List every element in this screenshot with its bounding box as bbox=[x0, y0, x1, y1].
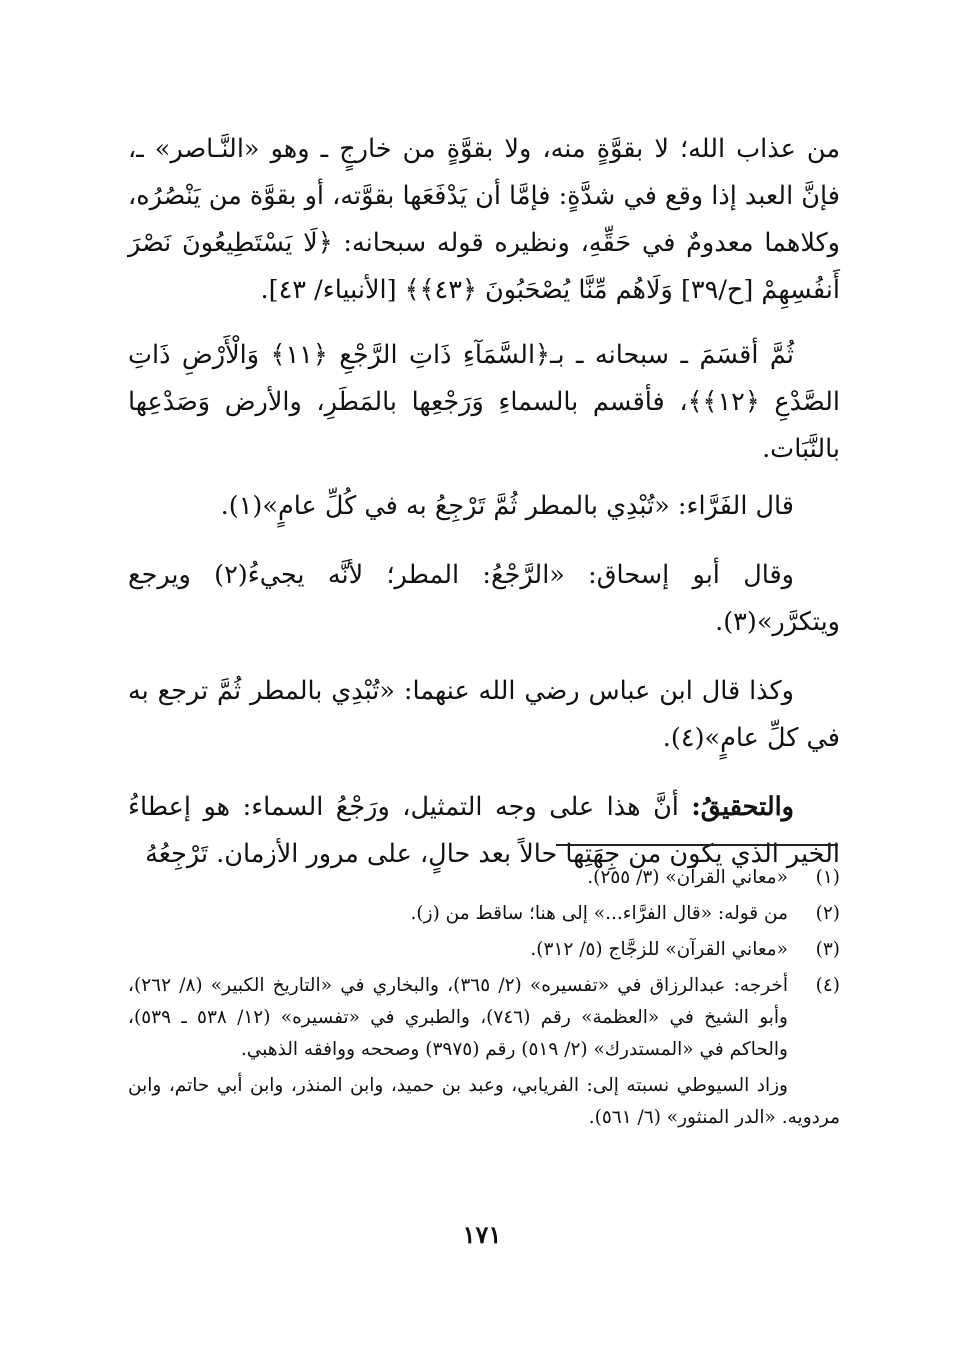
footnotes bbox=[128, 862, 840, 1134]
footnote-number: (٣) bbox=[815, 939, 840, 960]
footnote-item bbox=[128, 862, 840, 894]
paragraph-2: ثُمَّ أقسَمَ ـ سبحانه ـ بـ﴿السَّمَآءِ ذَاتِ الرَّجْعِ ﴿١١﴾ وَالْأَرْضِ ذَاتِ الصَّدْعِ ﴿١٢﴾﴾، فأقسم بالسماءِ وَرَجْعِها بالمَطَرِ، والأرض وَصَدْعِها بالنَّبَات. bbox=[128, 340, 840, 464]
footnote-text: أخرجه: عبدالرزاق في «تفسيره» (٢/ ٣٦٥)، والبخاري في «التاريخ الكبير» (٨/ ٢٦٢)، وأبو الشيخ في «العظمة» رقم (٧٤٦)، والطبري في «تفسيره» (١٢/ ٥٣٨ ـ ٥٣٩)، والحاكم في «المستدرك» (٢/ ٥١٩) رقم (٣٩٧٥) وصححه ووافقه الذهبي. bbox=[128, 975, 789, 1060]
paragraph-5: وكذا قال ابن عباس رضي الله عنهما: «تُبْدِي بالمطر ثُمَّ ترجع به في كلِّ عامٍ»(٤). bbox=[128, 676, 840, 753]
page-number: ١٧١ bbox=[462, 1220, 502, 1249]
paragraph-1: من عذاب الله؛ لا بقوَّةٍ منه، ولا بقوَّةٍ من خارجٍ ـ وهو «النَّـاصر» ـ، فإنَّ العبد إذا وقع في شدَّةٍ: فإمَّا أن يَدْفَعَها بقوَّته، أو بقوَّة من يَنْصُرُه، وكلاهما معدومٌ في حَقِّهِ، ونظيره قوله سبحانه: ﴿لَا يَسْتَطِيعُونَ نَصْرَ أَنفُسِهِمْ [ح/٣٩] وَلَاهُم مِّنَّا يُصْحَبُونَ ﴿٤٣﴾﴾ [الأنبياء/ ٤٣]. bbox=[128, 134, 840, 305]
emphasis-term: والتحقيقُ: bbox=[691, 792, 794, 822]
main-text bbox=[128, 126, 840, 878]
footnote-divider bbox=[556, 844, 838, 846]
footnote-number: (٢) bbox=[815, 903, 840, 924]
paragraph-4: وقال أبو إسحاق: «الرَّجْعُ: المطر؛ لأنَّه يجيءُ(٢) ويرجع ويتكرَّر»(٣). bbox=[128, 560, 840, 637]
footnote-text: «معاني القرآن» (٣/ ٢٥٥). bbox=[587, 867, 788, 888]
footnote-number: (٤) bbox=[815, 975, 840, 996]
footnote-continuation: وزاد السيوطي نسبته إلى: الفريابي، وعبد بن حميد، وابن المنذر، وابن أبي حاتم، وابن مردويه. «الدر المنثور» (٦/ ٥٦١). bbox=[128, 1075, 840, 1128]
footnote-number: (١) bbox=[815, 867, 840, 888]
footnote-item bbox=[128, 898, 840, 930]
footnote-text: «معاني القرآن» للزجَّاج (٥/ ٣١٢). bbox=[530, 939, 788, 960]
footnote-item bbox=[128, 970, 840, 1066]
paragraph-6-body: أنَّ هذا على وجه التمثيل، ورَجْعُ السماء: هو إعطاءُ الخير الذي يكون من جِهَتِها حالاً بعد حالٍ، على مرور الأزمان. تَرْجِعُهُ bbox=[128, 792, 840, 869]
footnote-text: من قوله: «قال الفرَّاء...» إلى هنا؛ ساقط من (ز). bbox=[410, 903, 788, 924]
paragraph-3: قال الفَرَّاء: «تُبْدِي بالمطر ثُمَّ تَرْجِعُ به في كُلِّ عامٍ»(١). bbox=[220, 491, 794, 521]
footnote-item bbox=[128, 934, 840, 966]
